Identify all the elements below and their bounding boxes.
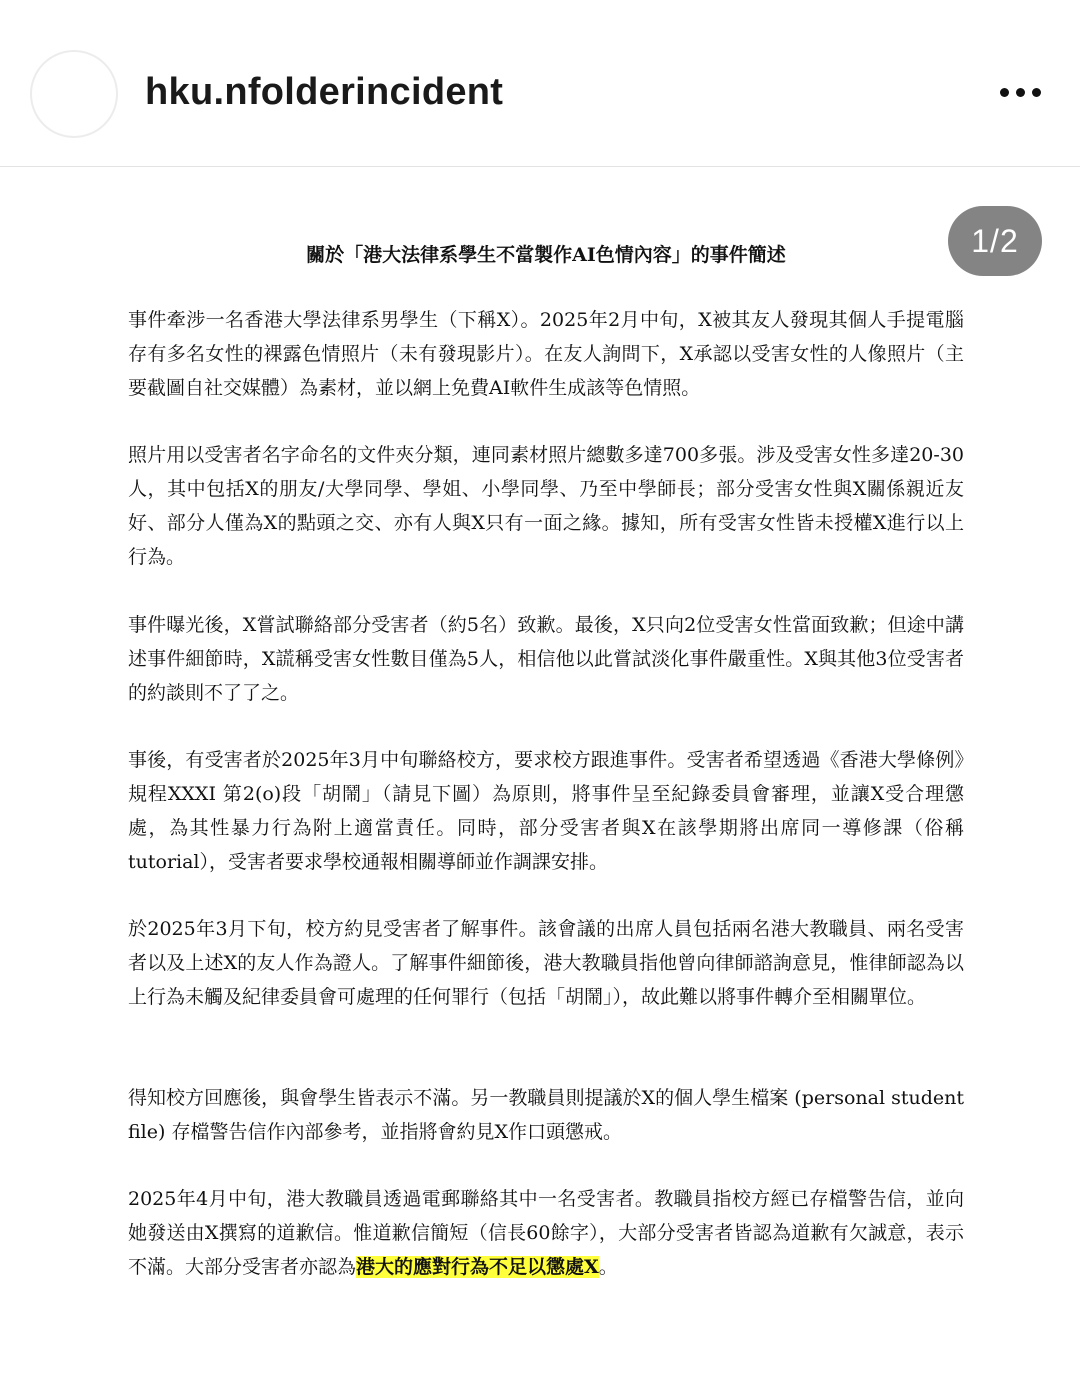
carousel-counter: 1/2 (948, 206, 1042, 276)
document-paragraph-3: 事件曝光後，X嘗試聯絡部分受害者（約5名）致歉。最後，X只向2位受害女性當面致歉；但途中講述事件細節時，X謊稱受害女性數目僅為5人，相信他以此嘗試淡化事件嚴重性。X與其他3位受害者的約談則不了了之。 (128, 614, 964, 704)
document-paragraph-4: 事後，有受害者於2025年3月中旬聯絡校方，要求校方跟進事件。受害者希望透過《香港大學條例》規程XXXI 第2(o)段「胡鬧」（請見下圖）為原則，將事件呈至紀錄委員會審理，並讓X受合理懲處，為其性暴力行為附上適當責任。同時，部分受害者與X在該學期將出席同一導修課（俗稱tutorial），受害者要求學校通報相關導師並作調課安排。 (128, 749, 964, 873)
more-dot (1016, 88, 1025, 97)
post-header (0, 0, 1080, 167)
avatar[interactable] (30, 50, 118, 138)
username[interactable]: hku.nfolderincident (145, 71, 504, 113)
more-dot (1000, 88, 1009, 97)
document-title: 關於「港大法律系學生不當製作AI色情內容」的事件簡述 (306, 244, 786, 266)
document-paragraph-7 (128, 1182, 964, 1284)
document-paragraph-1: 事件牽涉一名香港大學法律系男學生（下稱X）。2025年2月中旬，X被其友人發現其個人手提電腦存有多名女性的裸露色情照片（未有發現影片）。在友人詢問下，X承認以受害女性的人像照片（主要截圖自社交媒體）為素材，並以網上免費AI軟件生成該等色情照。 (128, 309, 964, 399)
document-paragraph-6: 得知校方回應後，與會學生皆表示不滿。另一教職員則提議於X的個人學生檔案 (personal student file) 存檔警告信作內部參考，並指將會約見X作口頭懲戒。 (128, 1087, 964, 1143)
paragraph-text-end: 。 (598, 1256, 618, 1278)
more-dot (1032, 88, 1041, 97)
document-paragraph-2: 照片用以受害者名字命名的文件夾分類，連同素材照片總數多達700多張。涉及受害女性多達20-30人，其中包括X的朋友/大學同學、學姐、小學同學、乃至中學師長；部分受害女性與X關係親近友好、部分人僅為X的點頭之交、亦有人與X只有一面之緣。據知，所有受害女性皆未授權X進行以上行為。 (128, 444, 964, 568)
document-paragraph-5: 於2025年3月下旬，校方約見受害者了解事件。該會議的出席人員包括兩名港大教職員、兩名受害者以及上述X的友人作為證人。了解事件細節後，港大教職員指他曾向律師諮詢意見，惟律師認為以上行為未觸及紀律委員會可處理的任何罪行（包括「胡鬧」），故此難以將事件轉介至相關單位。 (128, 918, 964, 1008)
more-horizontal-icon[interactable] (990, 72, 1050, 112)
highlighted-text: 港大的應對行為不足以懲處X (356, 1256, 599, 1278)
paragraph-text: 2025年4月中旬，港大教職員透過電郵聯絡其中一名受害者。教職員指校方經已存檔警告信，並向她發送由X撰寫的道歉信。惟道歉信簡短（信長60餘字），大部分受害者皆認為道歉有欠誠意，表示不滿。大部分受害者亦認為 (128, 1188, 964, 1278)
